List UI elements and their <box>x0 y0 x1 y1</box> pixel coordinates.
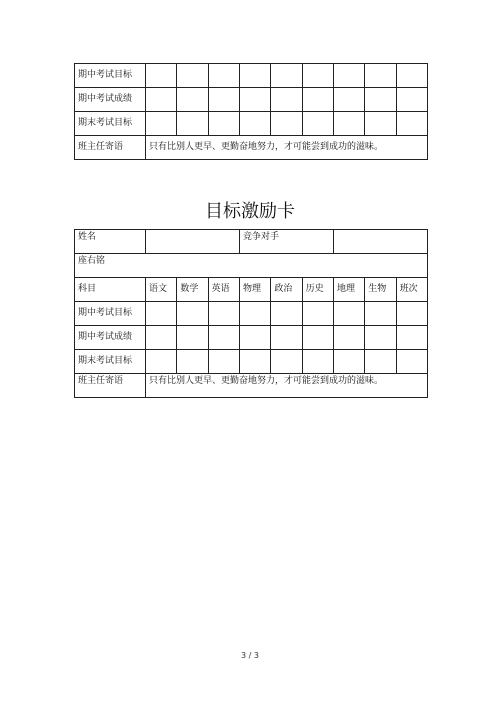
rival-label: 竞争对手 <box>239 230 333 254</box>
score-cell <box>333 112 364 136</box>
score-cell <box>302 350 333 374</box>
score-cell <box>333 350 364 374</box>
score-cell <box>177 88 208 112</box>
score-cell <box>271 302 302 326</box>
score-row <box>75 64 428 88</box>
score-cell <box>396 64 427 88</box>
subject-header: 语文 <box>146 278 177 302</box>
score-cell <box>271 350 302 374</box>
score-row <box>75 326 428 350</box>
score-cell <box>208 112 239 136</box>
subject-header: 政治 <box>271 278 302 302</box>
score-row <box>75 302 428 326</box>
score-cell <box>333 302 364 326</box>
name-row <box>75 230 428 254</box>
score-cell <box>396 350 427 374</box>
score-cell <box>271 326 302 350</box>
score-cell <box>302 302 333 326</box>
score-cell <box>365 302 396 326</box>
score-cell <box>239 64 270 88</box>
subject-header: 生物 <box>365 278 396 302</box>
score-cell <box>208 326 239 350</box>
comment-row <box>75 136 428 160</box>
score-row <box>75 112 428 136</box>
name-label: 姓名 <box>75 230 146 254</box>
score-cell <box>333 88 364 112</box>
comment-row <box>75 374 428 398</box>
score-cell <box>239 302 270 326</box>
score-cell <box>396 302 427 326</box>
continued-table <box>74 63 428 160</box>
score-cell <box>146 350 177 374</box>
score-row <box>75 350 428 374</box>
subject-row <box>75 278 428 302</box>
score-row <box>75 88 428 112</box>
score-cell <box>271 64 302 88</box>
name-field <box>146 230 240 254</box>
score-cell <box>208 302 239 326</box>
score-cell <box>208 64 239 88</box>
score-cell <box>146 326 177 350</box>
subject-label: 科目 <box>75 278 146 302</box>
score-cell <box>365 350 396 374</box>
score-cell <box>239 112 270 136</box>
score-cell <box>208 88 239 112</box>
subject-header: 地理 <box>333 278 364 302</box>
card-title: 目标激励卡 <box>205 201 295 222</box>
score-cell <box>239 326 270 350</box>
score-cell <box>177 64 208 88</box>
subject-header: 数学 <box>177 278 208 302</box>
motto-row <box>75 254 428 278</box>
score-cell <box>208 350 239 374</box>
score-cell <box>271 88 302 112</box>
subject-header: 历史 <box>302 278 333 302</box>
score-cell <box>365 112 396 136</box>
subject-header: 物理 <box>239 278 270 302</box>
motto-label: 座右铭 <box>75 254 428 278</box>
goal-card-table <box>74 229 428 398</box>
score-cell <box>239 88 270 112</box>
score-cell <box>177 112 208 136</box>
score-cell <box>177 350 208 374</box>
comment-label: 班主任寄语 <box>75 136 146 160</box>
score-cell <box>146 302 177 326</box>
score-cell <box>239 350 270 374</box>
subject-header: 班次 <box>396 278 427 302</box>
score-cell <box>333 326 364 350</box>
row-label: 期中考试成绩 <box>75 326 146 350</box>
score-cell <box>365 64 396 88</box>
score-cell <box>365 88 396 112</box>
row-label: 期末考试目标 <box>75 112 146 136</box>
score-cell <box>302 326 333 350</box>
score-cell <box>146 88 177 112</box>
row-label: 期中考试成绩 <box>75 88 146 112</box>
score-cell <box>302 88 333 112</box>
row-label: 期中考试目标 <box>75 302 146 326</box>
score-cell <box>271 112 302 136</box>
rival-field <box>333 230 427 254</box>
page-number: 3 / 3 <box>241 651 259 660</box>
score-cell <box>146 112 177 136</box>
comment-label: 班主任寄语 <box>75 374 146 398</box>
score-cell <box>177 326 208 350</box>
score-cell <box>333 64 364 88</box>
score-cell <box>302 112 333 136</box>
score-cell <box>177 302 208 326</box>
score-cell <box>396 326 427 350</box>
comment-text: 只有比别人更早、更勤奋地努力，才可能尝到成功的滋味。 <box>146 374 428 398</box>
score-cell <box>365 326 396 350</box>
comment-text: 只有比别人更早、更勤奋地努力，才可能尝到成功的滋味。 <box>146 136 428 160</box>
row-label: 期末考试目标 <box>75 350 146 374</box>
subject-header: 英语 <box>208 278 239 302</box>
score-cell <box>396 88 427 112</box>
row-label: 期中考试目标 <box>75 64 146 88</box>
score-cell <box>146 64 177 88</box>
score-cell <box>396 112 427 136</box>
score-cell <box>302 64 333 88</box>
